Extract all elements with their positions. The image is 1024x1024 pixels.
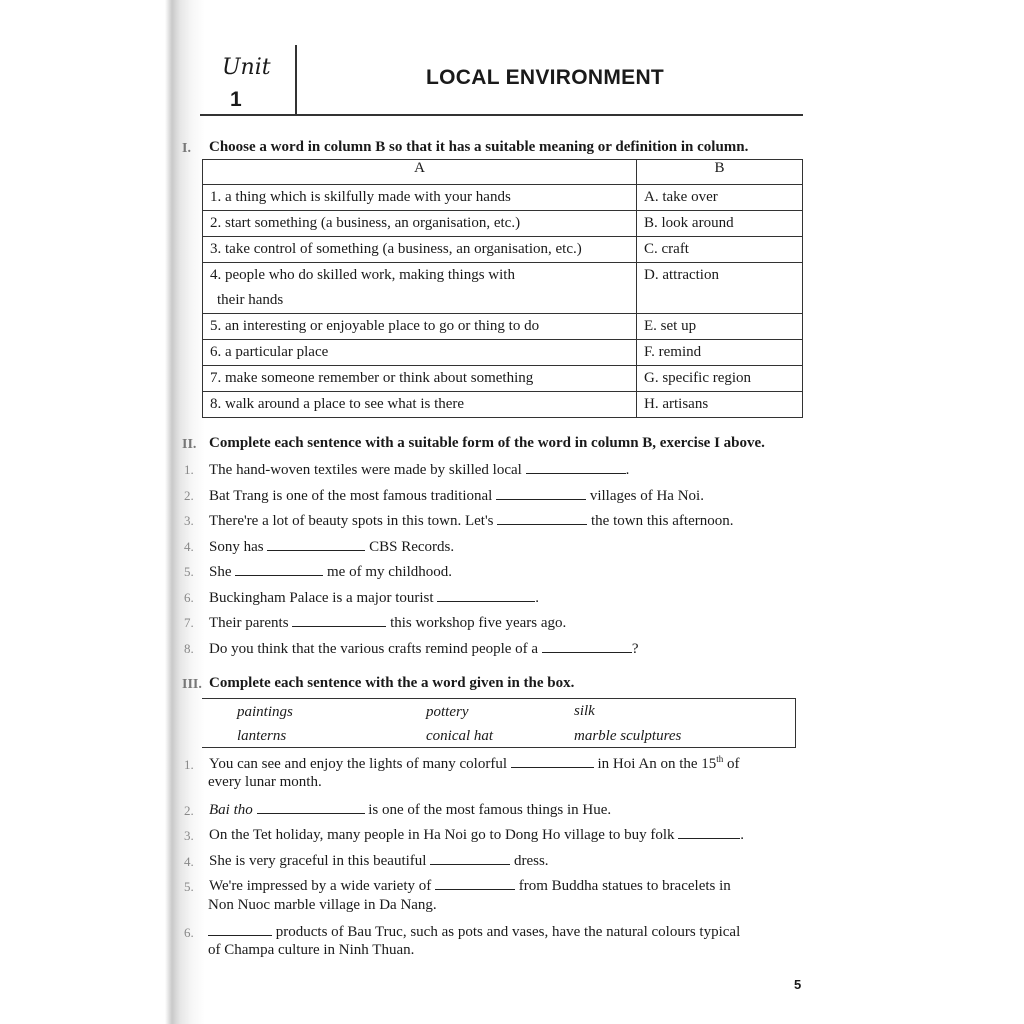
sentence-2-1 [209,460,629,479]
sentence-3-3 [209,825,744,844]
answer-blank[interactable] [511,754,594,768]
answer-blank[interactable] [235,562,323,576]
item-number: 7. [184,615,194,630]
table-cell-b: G. specific region [637,366,803,392]
sentence-text: Do you think that the various crafts remind people of a [209,641,539,657]
section-1-number: I. [182,141,191,156]
sentence-2-8 [209,639,639,658]
sentence-3-5-continued: Non Nuoc marble village in Da Nang. [208,897,437,913]
matching-table [202,159,803,418]
table-cell-b: H. artisans [637,392,803,418]
sentence-text: Bai tho [209,802,253,818]
table-row [203,263,803,314]
table-row [203,185,803,211]
table-cell-b: D. attraction [637,263,803,314]
column-b-header: B [637,160,803,185]
sentence-3-2 [209,800,611,819]
sentence-text: On the Tet holiday, many people in Ha Noi go to Dong Ho village to buy folk [209,827,675,843]
table-cell-a-line1: 4. people who do skilled work, making things with [210,267,515,283]
sentence-3-1 [209,754,740,773]
sentence-text: villages of Ha Noi. [589,488,704,504]
table-row [203,366,803,392]
sentence-2-5 [209,562,452,581]
sentence-text: products of Bau Truc, such as pots and vases, have the natural colours typical [275,924,741,940]
table-cell-a: 8. walk around a place to see what is there [203,392,637,418]
sentence-text: The hand-woven textiles were made by skilled local [209,462,522,478]
sentence-text: Their parents [209,615,289,631]
sentence-3-6-continued: of Champa culture in Ninh Thuan. [208,942,415,958]
item-number: 8. [184,641,194,656]
answer-blank[interactable] [496,486,586,500]
item-number: 4. [184,854,194,869]
item-number: 2. [184,488,194,503]
table-cell-b: A. take over [637,185,803,211]
word-box-item: silk [574,703,595,719]
table-cell-b: E. set up [637,314,803,340]
answer-blank[interactable] [526,460,626,474]
sentence-2-6 [209,588,539,607]
answer-blank[interactable] [430,851,510,865]
sentence-2-3 [209,511,734,530]
table-row [203,314,803,340]
item-number: 4. [184,539,194,554]
sentence-text: She [209,564,232,580]
item-number: 1. [184,462,194,477]
sentence-text: of [723,756,740,772]
sentence-text: . [625,462,630,478]
section-2-instruction: Complete each sentence with a suitable form of the word in column B, exercise I above. [209,435,765,451]
item-number: 6. [184,925,194,940]
section-3-number: III. [182,677,202,692]
sentence-text: There're a lot of beauty spots in this town. Let's [209,513,494,529]
sentence-text: CBS Records. [369,539,455,555]
item-number: 1. [184,757,194,772]
sentence-text: in Hoi An on the 15 [597,756,717,772]
sentence-text: is one of the most famous things in Hue. [368,802,612,818]
superscript: th [716,754,724,764]
answer-blank[interactable] [267,537,365,551]
sentence-text: . [535,590,540,606]
item-number: 5. [184,879,194,894]
table-cell-b: C. craft [637,237,803,263]
table-cell-a: 1. a thing which is skilfully made with your hands [203,185,637,211]
section-2-number: II. [182,437,197,452]
header-divider-vertical [295,45,297,115]
answer-blank[interactable] [542,639,632,653]
sentence-3-1-continued: every lunar month. [208,774,322,790]
sentence-text: the town this afternoon. [591,513,734,529]
word-box-item: pottery [426,704,469,720]
sentence-text: ? [631,641,639,657]
sentence-text: We're impressed by a wide variety of [209,878,432,894]
answer-blank[interactable] [497,511,587,525]
sentence-3-5 [209,876,731,895]
table-cell-a: 7. make someone remember or think about something [203,366,637,392]
item-number: 3. [184,828,194,843]
answer-blank[interactable] [435,876,515,890]
answer-blank[interactable] [292,613,386,627]
table-cell-a: 2. start something (a business, an organisation, etc.) [203,211,637,237]
sentence-2-2 [209,486,704,505]
page-number: 5 [794,977,802,992]
answer-blank[interactable] [678,825,740,839]
answer-blank[interactable] [208,922,272,936]
unit-number: 1 [230,88,242,111]
item-number: 6. [184,590,194,605]
word-box-item: conical hat [426,728,494,744]
table-row [203,237,803,263]
sentence-text: Buckingham Palace is a major tourist [209,590,434,606]
column-a-header: A [203,160,637,185]
item-number: 5. [184,564,194,579]
word-box-item: lanterns [237,728,287,744]
sentence-text: Sony has [209,539,264,555]
table-cell-b: F. remind [637,340,803,366]
table-cell-a-line2: their hands [217,292,284,308]
word-box-item: marble sculptures [574,728,682,744]
sentence-3-6 [208,922,740,941]
section-3-instruction: Complete each sentence with the a word given in the box. [209,675,575,691]
sentence-text: Bat Trang is one of the most famous traditional [209,488,493,504]
sentence-text: from Buddha statues to bracelets in [518,878,731,894]
sentence-text: dress. [513,853,549,869]
sentence-text: this workshop five years ago. [390,615,567,631]
sentence-text: She is very graceful in this beautiful [209,853,427,869]
table-cell-a [203,263,637,314]
table-row [203,392,803,418]
word-box-item: paintings [237,704,293,720]
sentence-text: me of my childhood. [327,564,452,580]
unit-label: Unit [222,55,271,80]
table-cell-a: 6. a particular place [203,340,637,366]
answer-blank[interactable] [437,588,535,602]
table-cell-a: 5. an interesting or enjoyable place to go or thing to do [203,314,637,340]
table-cell-a: 3. take control of something (a business, an organisation, etc.) [203,237,637,263]
table-row [203,211,803,237]
header-divider-horizontal [200,114,803,116]
sentence-2-7 [209,613,566,632]
word-box [202,698,796,748]
sentence-text: . [740,827,745,843]
item-number: 3. [184,513,194,528]
page-title: LOCAL ENVIRONMENT [426,66,665,89]
section-1-instruction: Choose a word in column B so that it has a suitable meaning or definition in column. [209,139,749,155]
sentence-2-4 [209,537,454,556]
table-cell-b: B. look around [637,211,803,237]
sentence-text: You can see and enjoy the lights of many colorful [209,756,508,772]
sentence-3-4 [209,851,549,870]
table-row [203,340,803,366]
answer-blank[interactable] [257,800,365,814]
item-number: 2. [184,803,194,818]
